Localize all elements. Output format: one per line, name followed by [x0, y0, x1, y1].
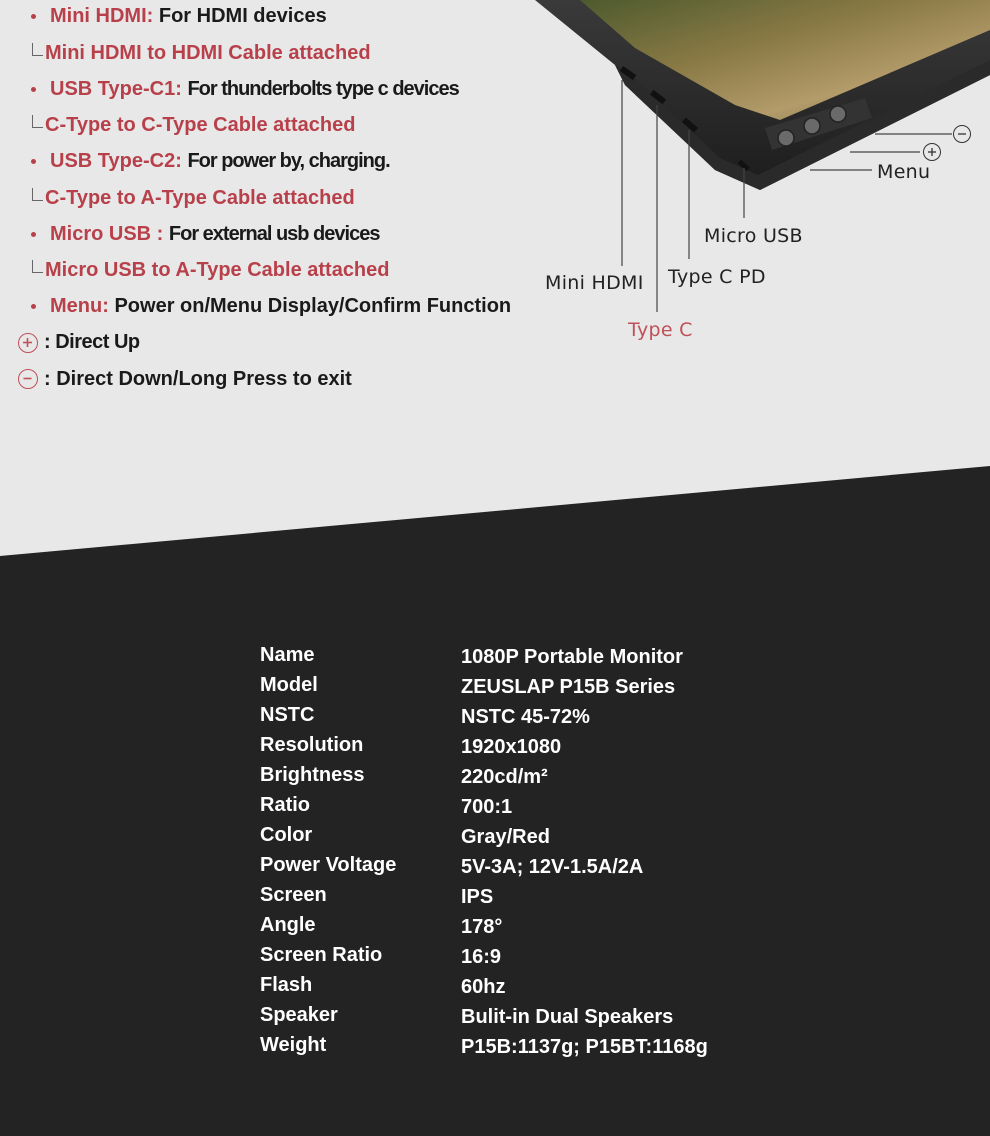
feature-label: USB Type-C1:	[50, 78, 182, 100]
spec-value: 1080P Portable Monitor	[461, 646, 683, 668]
feature-label: Micro USB :	[50, 223, 164, 245]
spec-key: Weight	[260, 1034, 327, 1056]
sub-branch-icon	[32, 188, 43, 201]
feature-sub-label: Micro USB to A-Type Cable attached	[45, 259, 390, 281]
menu-label: Menu	[877, 161, 931, 183]
feature-label: USB Type-C2:	[50, 150, 182, 172]
spec-row	[260, 854, 780, 884]
spec-value: 60hz	[461, 976, 506, 998]
spec-key: NSTC	[260, 704, 315, 726]
spec-key: Brightness	[260, 764, 365, 786]
feature-label: Mini HDMI:	[50, 5, 154, 27]
spec-row	[260, 764, 780, 794]
minus-icon	[953, 125, 971, 143]
feature-desc: For power by, charging.	[187, 150, 390, 172]
feature-label: Menu:	[50, 295, 109, 317]
feature-desc: : Direct Down/Long Press to exit	[44, 368, 352, 390]
spec-value: 700:1	[461, 796, 513, 818]
bullet-dot-icon	[31, 14, 36, 19]
spec-row	[260, 824, 780, 854]
feature-desc: For HDMI devices	[158, 5, 327, 27]
spec-key: Angle	[260, 914, 316, 936]
plus-icon	[18, 333, 38, 353]
spec-key: Speaker	[260, 1004, 338, 1026]
sub-branch-icon	[32, 43, 43, 56]
spec-key: Power Voltage	[260, 854, 397, 876]
spec-value: ZEUSLAP P15B Series	[461, 676, 676, 698]
bullet-dot-icon	[31, 232, 36, 237]
spec-key: Color	[260, 824, 313, 846]
spec-value: 16:9	[461, 946, 502, 968]
sub-branch-icon	[32, 115, 43, 128]
spec-value: 1920x1080	[461, 736, 562, 758]
mini-hdmi-label: Mini HDMI	[545, 272, 644, 294]
spec-value: NSTC 45-72%	[461, 706, 590, 728]
bullet-dot-icon	[31, 159, 36, 164]
feature-desc: Power on/Menu Display/Confirm Function	[114, 295, 512, 317]
spec-row	[260, 734, 780, 764]
spec-key: Screen Ratio	[260, 944, 383, 966]
minus-icon	[18, 369, 38, 389]
spec-key: Ratio	[260, 794, 310, 816]
feature-desc: For external usb devices	[168, 223, 380, 245]
spec-value: 5V-3A; 12V-1.5A/2A	[461, 856, 644, 878]
spec-value: P15B:1137g; P15BT:1168g	[461, 1036, 708, 1058]
spec-key: Flash	[260, 974, 313, 996]
spec-row	[260, 1004, 780, 1034]
spec-row	[260, 794, 780, 824]
monitor-port-diagram	[520, 0, 990, 360]
spec-value: 220cd/m²	[461, 766, 548, 788]
spec-row	[260, 674, 780, 704]
feature-sub-label: Mini HDMI to HDMI Cable attached	[45, 42, 371, 64]
feature-sub-label: C-Type to C-Type Cable attached	[45, 114, 356, 136]
spec-key: Model	[260, 674, 318, 696]
spec-key: Name	[260, 644, 315, 666]
spec-row	[260, 644, 780, 674]
micro-usb-label: Micro USB	[704, 225, 803, 247]
spec-key: Screen	[260, 884, 327, 906]
spec-row	[260, 914, 780, 944]
type-c-pd-label: Type C PD	[668, 266, 766, 288]
feature-sub-label: C-Type to A-Type Cable attached	[45, 187, 355, 209]
spec-value: 178°	[461, 916, 503, 938]
spec-value: IPS	[461, 886, 494, 908]
spec-value: Bulit-in Dual Speakers	[461, 1006, 674, 1028]
spec-key: Resolution	[260, 734, 364, 756]
bullet-dot-icon	[31, 304, 36, 309]
plus-icon	[923, 143, 941, 161]
bullet-dot-icon	[31, 87, 36, 92]
sub-branch-icon	[32, 260, 43, 273]
spec-row	[260, 704, 780, 734]
spec-row	[260, 974, 780, 1004]
feature-desc: For thunderbolts type c devices	[187, 78, 459, 100]
spec-row	[260, 944, 780, 974]
feature-desc: : Direct Up	[44, 331, 140, 353]
type-c-label: Type C	[628, 319, 693, 341]
spec-row	[260, 1034, 780, 1064]
spec-row	[260, 884, 780, 914]
spec-value: Gray/Red	[461, 826, 550, 848]
